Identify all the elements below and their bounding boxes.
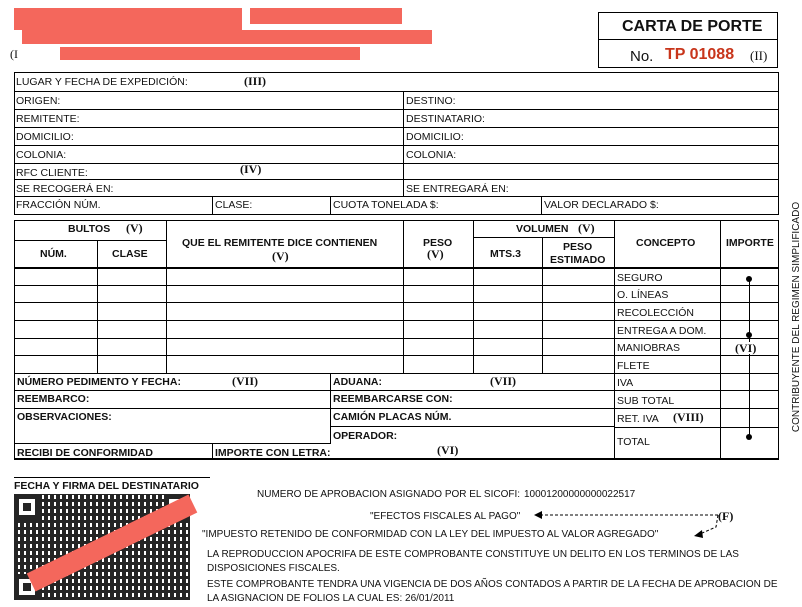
redacted-address (22, 30, 432, 44)
aduana-label: ADUANA: (333, 376, 382, 388)
concept-o-lineas: O. LÍNEAS (617, 289, 669, 301)
row-line (614, 355, 779, 356)
col-divider (330, 196, 331, 215)
marker-viii: (VIII) (673, 410, 704, 424)
concept-recoleccion: RECOLECCIÓN (617, 307, 695, 319)
marker-vii-right: (VII) (490, 374, 516, 388)
importe-letra-label: IMPORTE CON LETRA: (215, 447, 331, 459)
row-line (614, 338, 779, 339)
marker-f: (F) (718, 509, 734, 523)
legal-line-1a: LA REPRODUCCION APOCRIFA DE ESTE COMPROBANTE CONSTITUYE UN DELITO EN LOS TERMINOS DE LAS (207, 549, 739, 560)
efectos-fiscales: "EFECTOS FISCALES AL PAGO" (370, 511, 521, 522)
marker-vii-left: (VII) (232, 374, 258, 388)
concept-flete: FLETE (617, 360, 650, 372)
observaciones-label: OBSERVACIONES: (17, 411, 112, 423)
concept-ret-iva: RET. IVA (617, 413, 659, 425)
impuesto-retenido: "IMPUESTO RETENIDO DE CONFORMIDAD CON LA LEY DEL IMPUESTO AL VALOR AGREGADO" (202, 529, 659, 540)
domicilio-right-label: DOMICILIO: (406, 131, 464, 143)
domicilio-left-label: DOMICILIO: (16, 131, 74, 143)
redacted-company-name-2 (250, 8, 402, 24)
remitente-label: REMITENTE: (16, 113, 80, 125)
row-line (14, 355, 614, 356)
marker-i: (I (10, 47, 18, 61)
row-line (614, 373, 779, 374)
col-divider (473, 220, 474, 373)
se-entregara-label: SE ENTREGARÁ EN: (406, 183, 509, 195)
row-line (14, 127, 779, 128)
concept-subtotal: SUB TOTAL (617, 395, 675, 407)
row-line (14, 91, 779, 92)
document-title: CARTA DE PORTE (622, 18, 763, 35)
col-divider (720, 220, 721, 459)
row-line (614, 320, 779, 321)
col-divider (166, 220, 167, 373)
redacted-address-2 (60, 47, 360, 60)
col-divider (542, 237, 543, 373)
marker-ii: (II) (750, 48, 768, 63)
row-line (14, 459, 779, 460)
se-recogera-label: SE RECOGERÁ EN: (16, 183, 114, 195)
concepto-header: CONCEPTO (636, 237, 696, 249)
col-divider (330, 373, 331, 443)
row-line (14, 408, 614, 409)
destinatario-label: DESTINATARIO: (406, 113, 485, 125)
marker-vi-letra: (VI) (437, 443, 459, 457)
rfc-cliente-label: RFC CLIENTE: (16, 167, 88, 179)
row-line (14, 109, 779, 110)
row-line (14, 240, 166, 241)
row-line (14, 285, 614, 286)
title-divider (598, 39, 778, 40)
peso-estimado-header-2: ESTIMADO (550, 254, 606, 266)
row-line (330, 426, 614, 427)
regimen-side-text: CONTRIBUYENTE DEL REGIMEN SIMPLIFICADO (791, 201, 802, 433)
header-bottom-line (14, 267, 779, 269)
legal-line-2b: LA ASIGNACION DE FOLIOS LA CUAL ES: 26/01/2011 (207, 593, 455, 604)
row-line (614, 427, 779, 428)
legal-line-1b: DISPOSICIONES FISCALES. (207, 563, 340, 574)
contienen-header: QUE EL REMITENTE DICE CONTIENEN (182, 237, 378, 249)
bultos-header: BULTOS (68, 223, 111, 235)
marker-v-peso: (V) (427, 247, 444, 261)
concept-iva: IVA (617, 377, 634, 389)
col-divider (541, 196, 542, 215)
camion-label: CAMIÓN PLACAS NÚM. (333, 411, 452, 423)
marker-iv: (IV) (240, 162, 262, 176)
operador-label: OPERADOR: (333, 430, 398, 442)
col-divider (97, 240, 98, 373)
mts3-header: MTS.3 (490, 248, 521, 260)
col-divider (614, 220, 615, 459)
marker-v-bultos: (V) (126, 221, 143, 235)
peso-header: PESO (423, 237, 453, 249)
row-line (14, 443, 331, 444)
marker-vi-importe: (VI) (735, 341, 757, 355)
reembarcarse-label: REEMBARCARSE CON: (333, 393, 453, 405)
cuota-label: CUOTA TONELADA $: (333, 199, 439, 211)
row-line (14, 179, 779, 180)
row-line (14, 145, 779, 146)
fraccion-label: FRACCIÓN NÚM. (16, 199, 101, 211)
colonia-right-label: COLONIA: (406, 149, 457, 161)
importe-bracket-line (749, 279, 750, 437)
origen-label: ORIGEN: (16, 95, 61, 107)
importe-header: IMPORTE (726, 237, 774, 249)
aprobacion-number: 10001200000000022517 (524, 489, 636, 500)
legal-line-2a: ESTE COMPROBANTE TENDRA UNA VIGENCIA DE DOS AÑOS CONTADOS A PARTIR DE LA FECHA DE APROBACION DE (207, 579, 778, 590)
colonia-left-label: COLONIA: (16, 149, 67, 161)
lugar-fecha-label: LUGAR Y FECHA DE EXPEDICIÓN: (16, 76, 188, 88)
row-line (614, 390, 779, 391)
col-divider (403, 220, 404, 373)
col-divider (212, 196, 213, 215)
row-line (14, 302, 614, 303)
redacted-company-name (14, 8, 242, 30)
row-line (473, 237, 614, 238)
row-line (14, 163, 779, 164)
folio-number: TP 01088 (665, 46, 735, 63)
pedimento-label: NÚMERO PEDIMENTO Y FECHA: (17, 376, 181, 388)
valor-declarado-label: VALOR DECLARADO $: (544, 199, 659, 211)
row-line (14, 390, 614, 391)
concept-entrega: ENTREGA A DOM. (617, 325, 707, 337)
concept-maniobras: MANIOBRAS (617, 342, 681, 354)
col-divider (212, 443, 213, 459)
row-line (14, 373, 614, 374)
clase-label: CLASE: (215, 199, 253, 211)
clase-header: CLASE (112, 248, 148, 260)
signature-line (14, 477, 210, 478)
row-line (14, 320, 614, 321)
importe-bracket-dot-top (746, 276, 752, 282)
importe-bracket-dot-bottom (746, 434, 752, 440)
volumen-header: VOLUMEN (516, 223, 569, 235)
row-line (614, 408, 779, 409)
marker-v-volumen: (V) (578, 221, 595, 235)
importe-bracket-dot-mid (746, 332, 752, 338)
col-divider (403, 91, 404, 196)
row-line (614, 302, 779, 303)
marker-v-contienen: (V) (272, 249, 289, 263)
marker-iii: (III) (244, 74, 267, 88)
row-line (14, 338, 614, 339)
peso-estimado-header-1: PESO (563, 241, 593, 253)
reembarco-label: REEMBARCO: (17, 393, 90, 405)
row-line (614, 285, 779, 286)
num-header: NÚM. (40, 248, 67, 260)
concept-total: TOTAL (617, 436, 650, 448)
aprobacion-label: NUMERO DE APROBACION ASIGNADO POR EL SICOFI: (257, 489, 521, 500)
destino-label: DESTINO: (406, 95, 456, 107)
row-line (14, 196, 779, 197)
fiscal-arrows (530, 505, 730, 545)
recibi-label: RECIBI DE CONFORMIDAD (17, 447, 153, 459)
sender-recipient-section (14, 72, 779, 215)
fecha-firma-label: FECHA Y FIRMA DEL DESTINATARIO (14, 480, 199, 492)
concept-seguro: SEGURO (617, 272, 663, 284)
folio-label: No. (630, 48, 654, 65)
